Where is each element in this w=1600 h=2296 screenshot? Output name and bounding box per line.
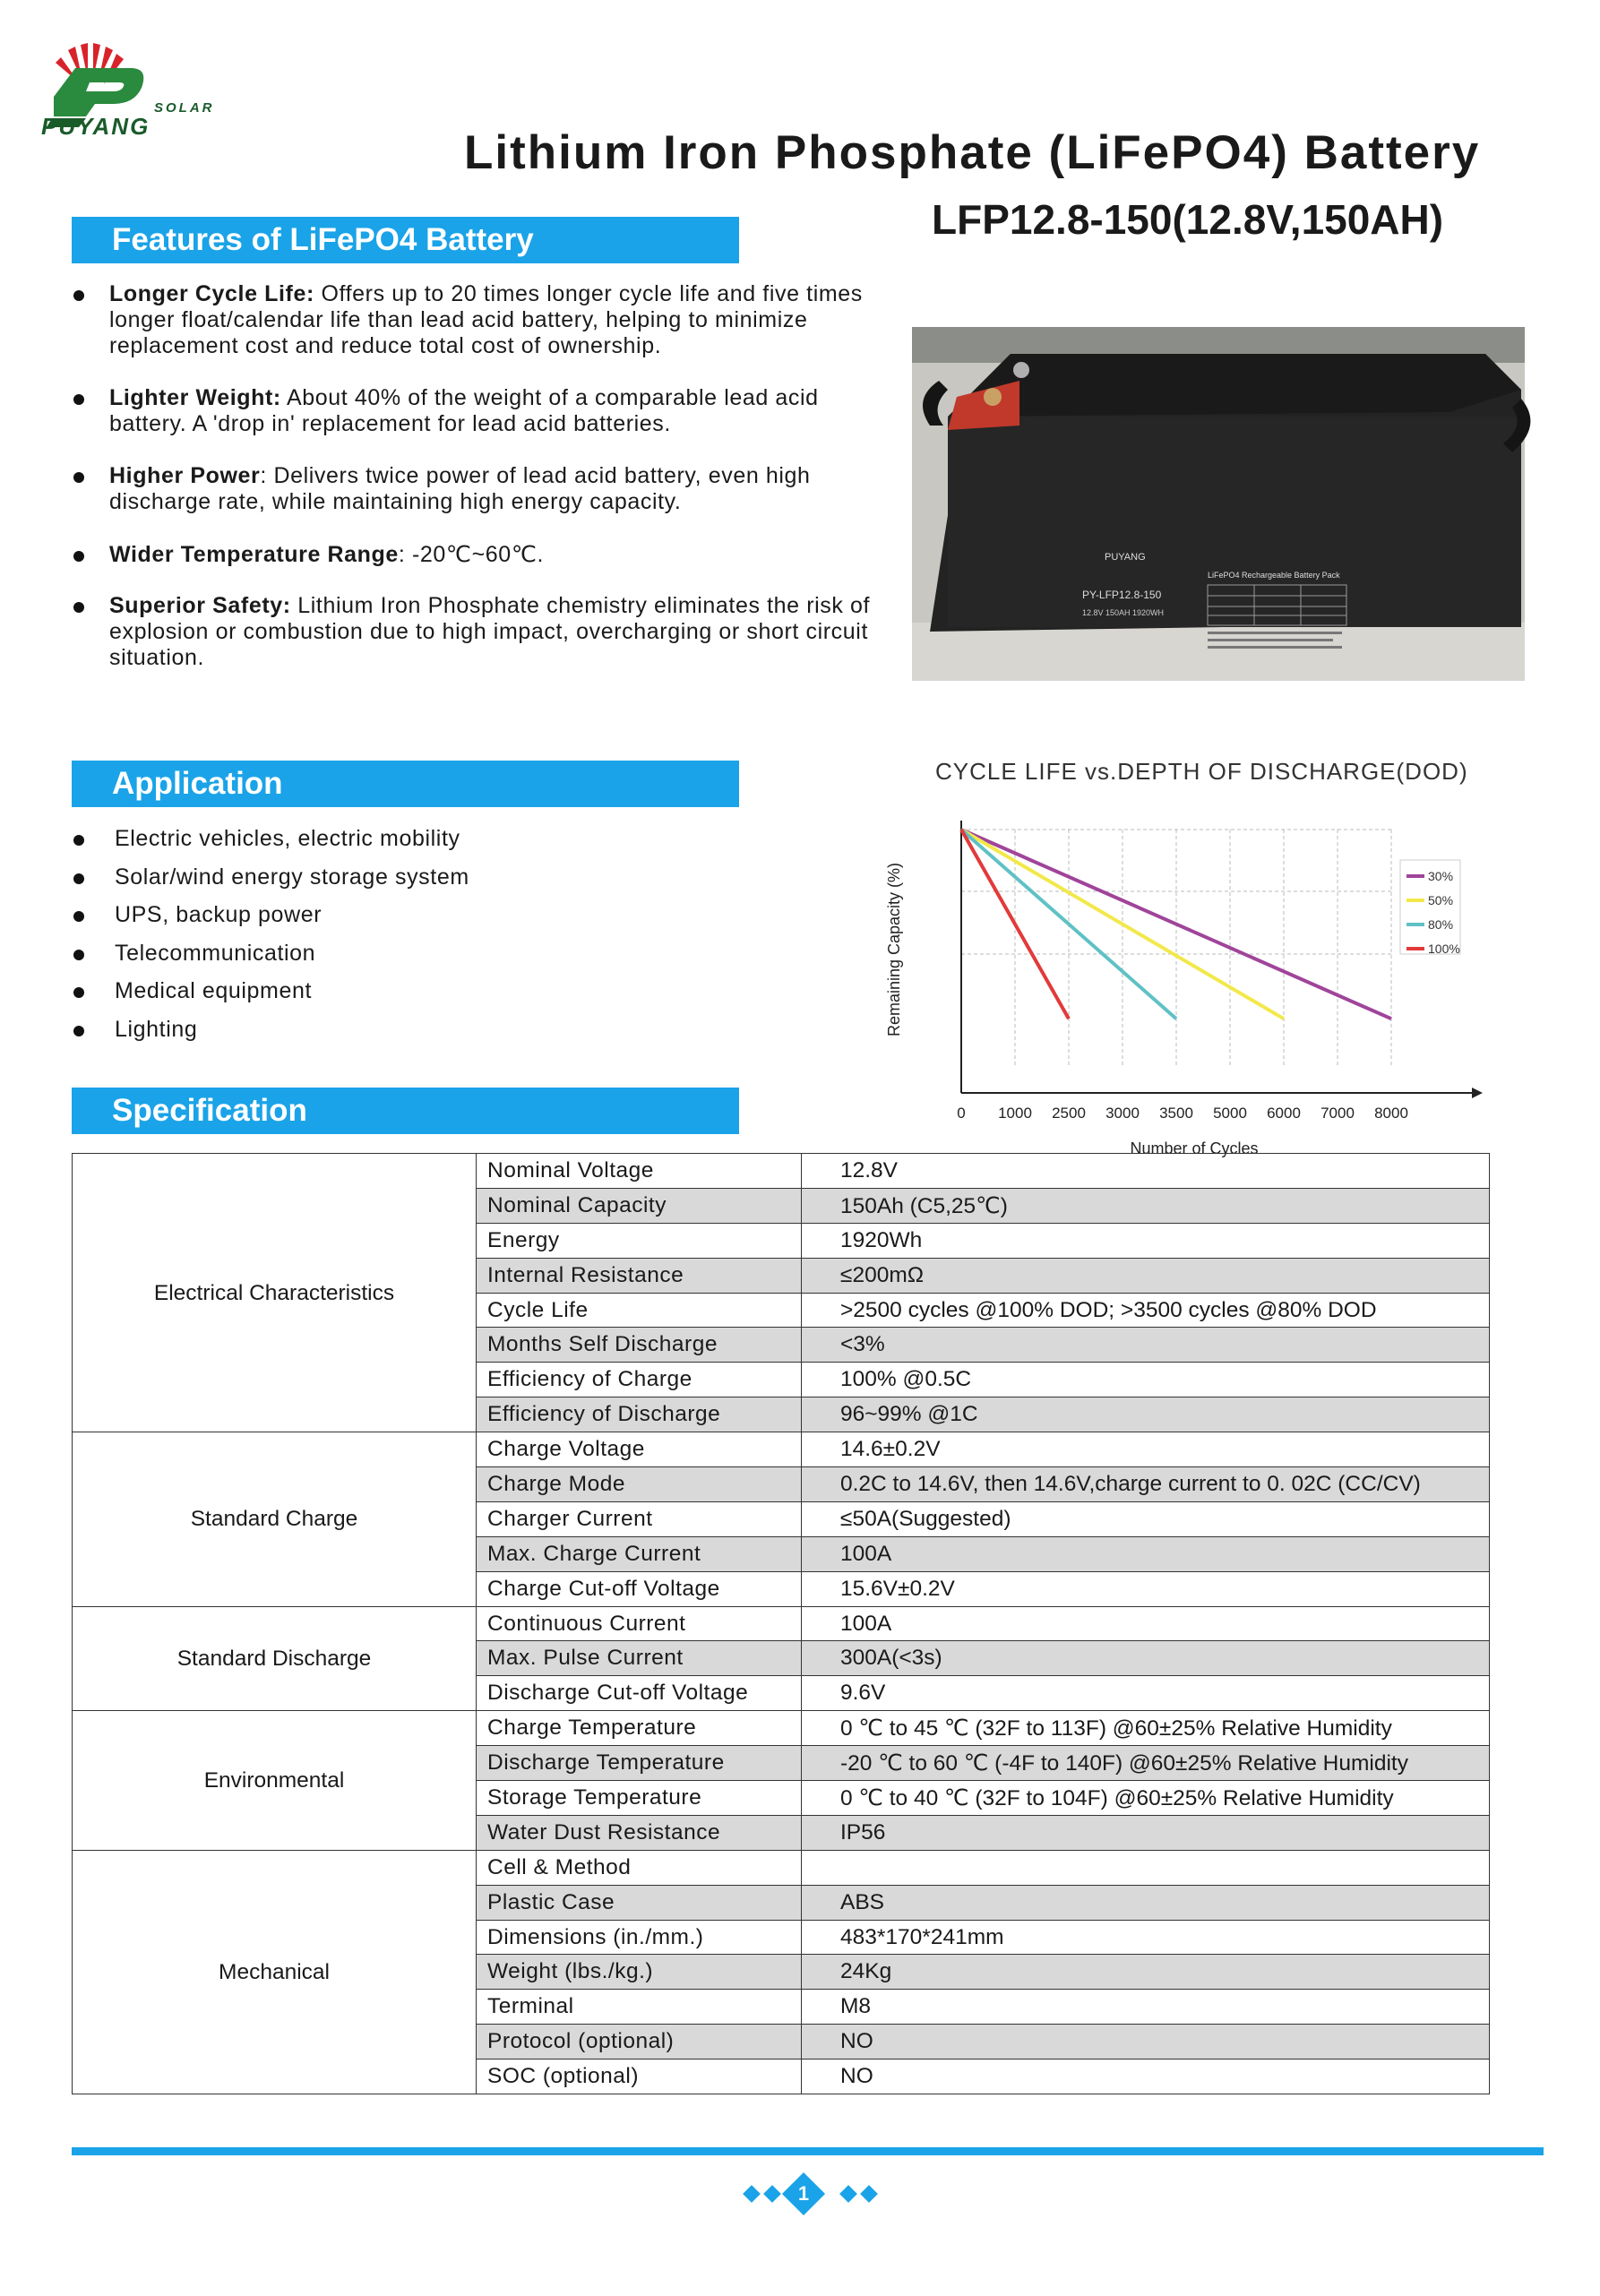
x-tick-label: 2500 — [1052, 1105, 1086, 1122]
feature-text: : Delivers twice power of lead acid battery, even high discharge rate, while maintaining high energy capacity. — [109, 463, 811, 514]
legend-label: 50% — [1428, 893, 1454, 907]
spec-row — [73, 1711, 1490, 1746]
page-title: Lithium Iron Phosphate (LiFePO4) Battery — [464, 126, 1481, 179]
feature-text: Offers up to 20 times longer cycle life and five times longer float/calendar life than lead acid battery, helping to minimize replacement cost and reduce total cost of ownership. — [109, 281, 863, 358]
bullet-icon — [73, 873, 84, 884]
spec-parameter: Terminal — [477, 1990, 802, 2025]
application-text: Medical equipment — [115, 978, 313, 1004]
battery-photo — [912, 327, 1525, 681]
application-item — [73, 864, 469, 890]
bullet-icon — [73, 472, 84, 483]
spec-parameter: Internal Resistance — [477, 1258, 802, 1293]
feature-title: Higher Power — [109, 463, 261, 488]
feature-title: Wider Temperature Range — [109, 542, 399, 567]
x-tick-label: 6000 — [1267, 1105, 1301, 1122]
bullet-icon — [73, 950, 84, 960]
spec-value: 483*170*241mm — [802, 1920, 1490, 1955]
spec-row — [73, 1606, 1490, 1641]
logo-solar-text: SOLAR — [154, 100, 215, 116]
bullet-icon — [73, 987, 84, 998]
feature-item — [73, 281, 880, 359]
spec-parameter: Cycle Life — [477, 1293, 802, 1328]
x-tick-label: 3500 — [1159, 1105, 1193, 1122]
feature-title: Lighter Weight: — [109, 385, 281, 410]
bullet-icon — [73, 835, 84, 846]
bullet-icon — [73, 602, 84, 613]
spec-parameter: Protocol (optional) — [477, 2025, 802, 2060]
spec-parameter: Plastic Case — [477, 1885, 802, 1920]
spec-parameter: Storage Temperature — [477, 1781, 802, 1816]
x-axis-label: Number of Cycles — [1130, 1139, 1259, 1157]
spec-value: IP56 — [802, 1815, 1490, 1850]
logo-brand-text: PUYANG — [41, 113, 151, 140]
spec-parameter: Charge Cut-off Voltage — [477, 1571, 802, 1606]
spec-row — [73, 1850, 1490, 1885]
spec-group-label: Electrical Characteristics — [73, 1154, 477, 1432]
spec-value — [802, 1850, 1490, 1885]
application-text: Lighting — [115, 1017, 198, 1042]
terminal-positive — [984, 388, 1002, 406]
feature-text: About 40% of the weight of a comparable lead acid battery. A 'drop in' replacement for lead acid batteries. — [109, 385, 819, 436]
spec-parameter: Dimensions (in./mm.) — [477, 1920, 802, 1955]
svg-text:PUYANG: PUYANG — [1105, 552, 1146, 563]
x-tick-label: 8000 — [1374, 1105, 1408, 1122]
feature-item — [73, 593, 880, 671]
legend-label: 80% — [1428, 917, 1454, 932]
spec-parameter: Discharge Cut-off Voltage — [477, 1676, 802, 1711]
section-header-features: Features of LiFePO4 Battery — [72, 217, 739, 263]
spec-value: 15.6V±0.2V — [802, 1571, 1490, 1606]
spec-value: ≤50A(Suggested) — [802, 1501, 1490, 1536]
terminal-negative — [1013, 362, 1029, 378]
legend-label: 100% — [1428, 942, 1460, 956]
spec-value: 100A — [802, 1536, 1490, 1571]
specification-table — [72, 1153, 1490, 2094]
spec-parameter: Months Self Discharge — [477, 1328, 802, 1363]
application-text: UPS, backup power — [115, 902, 323, 928]
spec-parameter: Continuous Current — [477, 1606, 802, 1641]
application-item — [73, 978, 312, 1004]
spec-value: 96~99% @1C — [802, 1397, 1490, 1432]
x-tick-label: 5000 — [1213, 1105, 1247, 1122]
spec-value: >2500 cycles @100% DOD; >3500 cycles @80% DOD — [802, 1293, 1490, 1328]
spec-value: 9.6V — [802, 1676, 1490, 1711]
x-tick-label: 3000 — [1105, 1105, 1140, 1122]
feature-text: Lithium Iron Phosphate chemistry eliminates the risk of explosion or combustion due to high impact, overcharging or short circuit situation. — [109, 593, 871, 670]
x-tick-label: 1000 — [998, 1105, 1032, 1122]
spec-parameter: Nominal Voltage — [477, 1154, 802, 1189]
spec-parameter: Charger Current — [477, 1501, 802, 1536]
spec-parameter: Cell & Method — [477, 1850, 802, 1885]
spec-value: M8 — [802, 1990, 1490, 2025]
x-tick-label: 7000 — [1320, 1105, 1355, 1122]
application-text: Solar/wind energy storage system — [115, 864, 469, 890]
spec-value: 24Kg — [802, 1955, 1490, 1990]
spec-group-label: Standard Charge — [73, 1432, 477, 1606]
feature-item — [73, 385, 880, 437]
spec-parameter: Discharge Temperature — [477, 1746, 802, 1781]
spec-parameter: Efficiency of Discharge — [477, 1397, 802, 1432]
spec-value: 100A — [802, 1606, 1490, 1641]
x-axis-arrow-icon — [1472, 1088, 1483, 1098]
spec-parameter: Charge Mode — [477, 1467, 802, 1502]
bullet-icon — [73, 551, 84, 562]
application-item — [73, 902, 322, 928]
bullet-icon — [73, 1026, 84, 1036]
spec-value: 14.6±0.2V — [802, 1432, 1490, 1467]
spec-value: 1920Wh — [802, 1223, 1490, 1258]
spec-parameter: Charge Temperature — [477, 1711, 802, 1746]
spec-parameter: Max. Pulse Current — [477, 1641, 802, 1676]
application-item — [73, 1017, 197, 1043]
spec-value: -20 ℃ to 60 ℃ (-4F to 140F) @60±25% Relative Humidity — [802, 1746, 1490, 1781]
application-text: Telecommunication — [115, 940, 316, 966]
application-item — [73, 941, 315, 967]
y-axis-label: Remaining Capacity (%) — [885, 862, 903, 1037]
spec-value: 0.2C to 14.6V, then 14.6V,charge current to 0. 02C (CC/CV) — [802, 1467, 1490, 1502]
spec-parameter: Efficiency of Charge — [477, 1363, 802, 1397]
spec-value: 0 ℃ to 40 ℃ (32F to 104F) @60±25% Relative Humidity — [802, 1781, 1490, 1816]
spec-parameter: Nominal Capacity — [477, 1188, 802, 1223]
spec-group-label: Mechanical — [73, 1850, 477, 2094]
feature-item — [73, 542, 880, 568]
legend-label: 30% — [1428, 869, 1454, 883]
spec-value: NO — [802, 2025, 1490, 2060]
spec-value: 300A(<3s) — [802, 1641, 1490, 1676]
spec-group-label: Environmental — [73, 1711, 477, 1851]
footer-diamond-icon — [860, 2185, 878, 2203]
model-title: LFP12.8-150(12.8V,150AH) — [932, 196, 1444, 243]
spec-parameter: Charge Voltage — [477, 1432, 802, 1467]
spec-parameter: Energy — [477, 1223, 802, 1258]
svg-text:PY-LFP12.8-150: PY-LFP12.8-150 — [1082, 589, 1162, 601]
section-header-application: Application — [72, 761, 739, 807]
application-item — [73, 826, 460, 852]
page-number: 1 — [797, 2182, 810, 2205]
spec-parameter: SOC (optional) — [477, 2060, 802, 2094]
spec-row — [73, 1432, 1490, 1467]
feature-title: Longer Cycle Life: — [109, 281, 314, 306]
bullet-icon — [73, 290, 84, 301]
bullet-icon — [73, 394, 84, 405]
p-letter-icon — [54, 68, 143, 116]
chart-title: CYCLE LIFE vs.DEPTH OF DISCHARGE(DOD) — [935, 758, 1468, 785]
feature-title: Superior Safety: — [109, 593, 291, 618]
feature-item — [73, 463, 880, 515]
spec-value: ABS — [802, 1885, 1490, 1920]
footer-divider — [72, 2147, 1544, 2155]
spec-value: <3% — [802, 1328, 1490, 1363]
spec-parameter: Water Dust Resistance — [477, 1815, 802, 1850]
x-tick-label: 0 — [957, 1105, 966, 1122]
feature-text: : -20℃~60℃. — [398, 542, 545, 567]
footer-diamond-icon — [763, 2185, 781, 2203]
spec-parameter: Weight (lbs./kg.) — [477, 1955, 802, 1990]
spec-value: ≤200mΩ — [802, 1258, 1490, 1293]
application-text: Electric vehicles, electric mobility — [115, 826, 460, 851]
section-header-specification: Specification — [72, 1088, 739, 1134]
svg-text:LiFePO4 Rechargeable Battery P: LiFePO4 Rechargeable Battery Pack — [1208, 571, 1340, 580]
spec-value: 100% @0.5C — [802, 1363, 1490, 1397]
spec-group-label: Standard Discharge — [73, 1606, 477, 1711]
cycle-life-chart — [878, 752, 1505, 1157]
spec-parameter: Max. Charge Current — [477, 1536, 802, 1571]
svg-text:12.8V 150AH 1920WH: 12.8V 150AH 1920WH — [1082, 608, 1165, 617]
spec-row — [73, 1154, 1490, 1189]
spec-value: 0 ℃ to 45 ℃ (32F to 113F) @60±25% Relative Humidity — [802, 1711, 1490, 1746]
footer-diamond-icon — [839, 2185, 857, 2203]
spec-value: 12.8V — [802, 1154, 1490, 1189]
spec-value: 150Ah (C5,25℃) — [802, 1188, 1490, 1223]
spec-value: NO — [802, 2060, 1490, 2094]
bullet-icon — [73, 911, 84, 922]
footer-diamond-icon — [743, 2185, 761, 2203]
